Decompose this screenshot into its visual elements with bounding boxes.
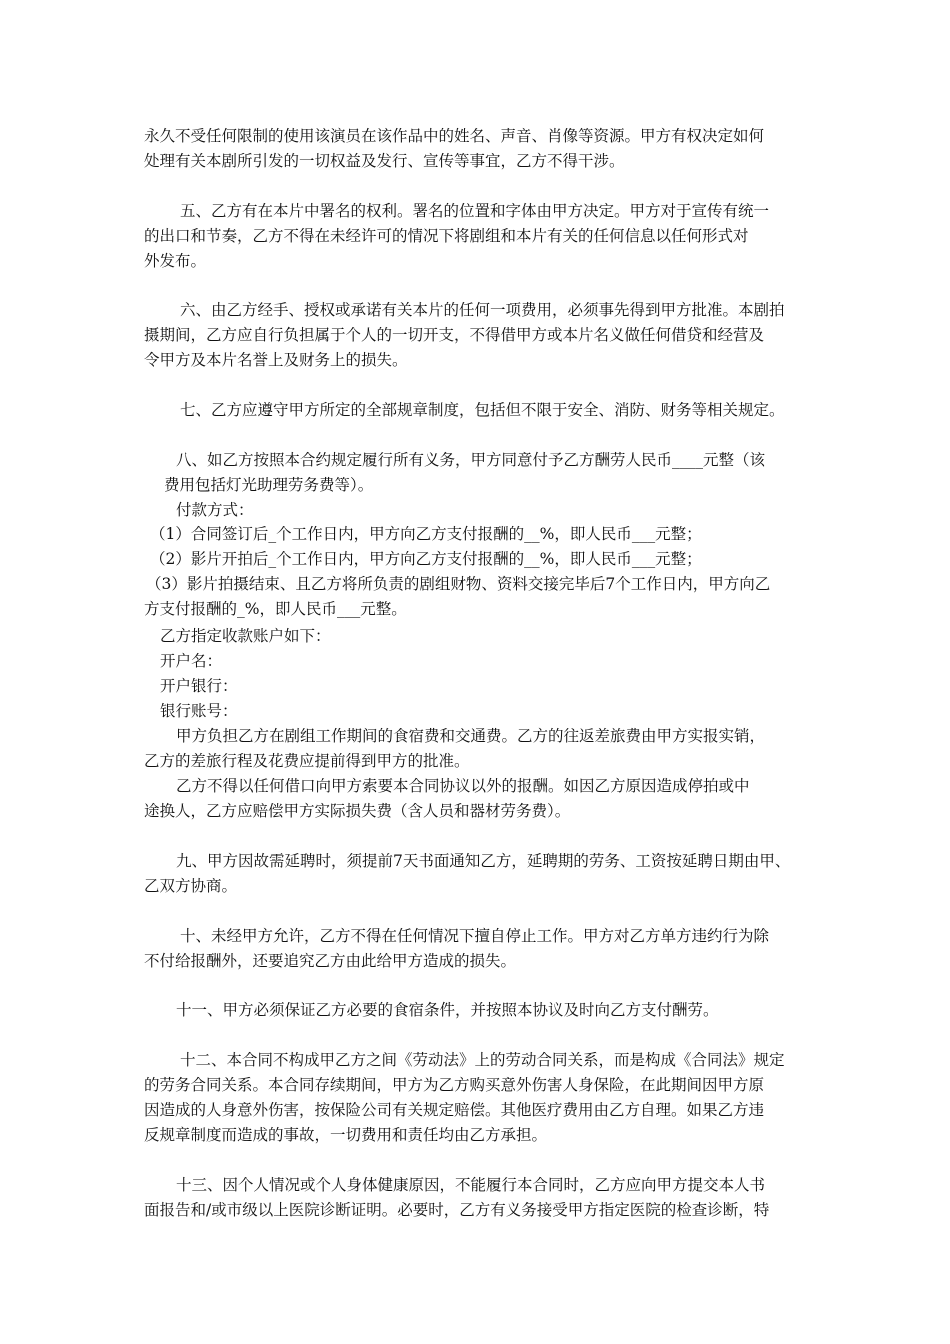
clause-12-title: 十二、本合同不构成甲乙方之间《劳动法》上的劳动合同关系，而是构成《合同法》规定 [180, 1051, 785, 1069]
text-line: 不付给报酬外，还要追究乙方由此给甲方造成的损失。 [144, 952, 517, 970]
account-heading: 乙方指定收款账户如下： [160, 627, 331, 645]
text-line: 费用包括灯光助理劳务费等）。 [164, 476, 374, 494]
text-line: 的劳务合同关系。本合同存续期间，甲方为乙方购买意外伤害人身保险，在此期间因甲方原 [144, 1076, 765, 1094]
text-line: 甲方负担乙方在剧组工作期间的食宿费和交通费。乙方的往返差旅费由甲方实报实销， [176, 727, 766, 745]
payment-method-label: 付款方式： [176, 501, 254, 519]
clause-8-title: 八、如乙方按照本合约规定履行所有义务，甲方同意付予乙方酬劳人民币____元整（该 [176, 451, 766, 469]
text-line: 令甲方及本片名誉上及财务上的损失。 [144, 351, 408, 369]
text-line: 面报告和/或市级以上医院诊断证明。必要时，乙方有义务接受甲方指定医院的检查诊断，特 [144, 1201, 770, 1219]
text-line: 外发布。 [144, 252, 207, 270]
account-bank-label: 开户银行： [160, 677, 238, 695]
text-line: 乙双方协商。 [144, 877, 238, 895]
clause-13-title: 十三、因个人情况或个人身体健康原因，不能履行本合同时，乙方应向甲方提交本人书 [176, 1176, 766, 1194]
text-line: 因造成的人身意外伤害，按保险公司有关规定赔偿。其他医疗费用由乙方自理。如果乙方违 [144, 1101, 765, 1119]
clause-5-title: 五、乙方有在本片中署名的权利。署名的位置和字体由甲方决定。甲方对于宣传有统一 [180, 202, 770, 220]
clause-11-title: 十一、甲方必须保证乙方必要的食宿条件，并按照本协议及时向乙方支付酬劳。 [176, 1001, 719, 1019]
payment-item-2: （2）影片开拍后_个工作日内，甲方向乙方支付报酬的__%，即人民币___元整； [150, 550, 702, 568]
account-number-label: 银行账号： [160, 702, 238, 720]
text-line: 方支付报酬的_%，即人民币___元整。 [144, 600, 407, 618]
text-line: 反规章制度而造成的事故，一切费用和责任均由乙方承担。 [144, 1126, 548, 1144]
text-line: 永久不受任何限制的使用该演员在该作品中的姓名、声音、肖像等资源。甲方有权决定如何 [144, 127, 765, 145]
text-line: 途换人，乙方应赔偿甲方实际损失费（含人员和器材劳务费）。 [144, 802, 571, 820]
clause-7-title: 七、乙方应遵守甲方所定的全部规章制度，包括但不限于安全、消防、财务等相关规定。 [180, 401, 785, 419]
payment-item-1: （1）合同签订后_个工作日内，甲方向乙方支付报酬的__%，即人民币___元整； [150, 525, 702, 543]
text-line: 处理有关本剧所引发的一切权益及发行、宣传等事宜，乙方不得干涉。 [144, 152, 625, 170]
clause-9-title: 九、甲方因故需延聘时，须提前7天书面通知乙方，延聘期的劳务、工资按延聘日期由甲、 [176, 852, 791, 870]
clause-10-title: 十、未经甲方允许，乙方不得在任何情况下擅自停止工作。甲方对乙方单方违约行为除 [180, 927, 770, 945]
account-name-label: 开户名： [160, 652, 223, 670]
text-line: 的出口和节奏，乙方不得在未经许可的情况下将剧组和本片有关的任何信息以任何形式对 [144, 227, 749, 245]
payment-item-3: （3）影片拍摄结束、且乙方将所负责的剧组财物、资料交接完毕后7个工作日内，甲方向乙 [146, 575, 771, 593]
clause-6-title: 六、由乙方经手、授权或承诺有关本片的任何一项费用，必须事先得到甲方批准。本剧拍 [180, 301, 785, 319]
text-line: 乙方的差旅行程及花费应提前得到甲方的批准。 [144, 752, 470, 770]
text-line: 摄期间，乙方应自行负担属于个人的一切开支，不得借甲方或本片名义做任何借贷和经营及 [144, 326, 765, 344]
text-line: 乙方不得以任何借口向甲方索要本合同协议以外的报酬。如因乙方原因造成停拍或中 [176, 777, 750, 795]
